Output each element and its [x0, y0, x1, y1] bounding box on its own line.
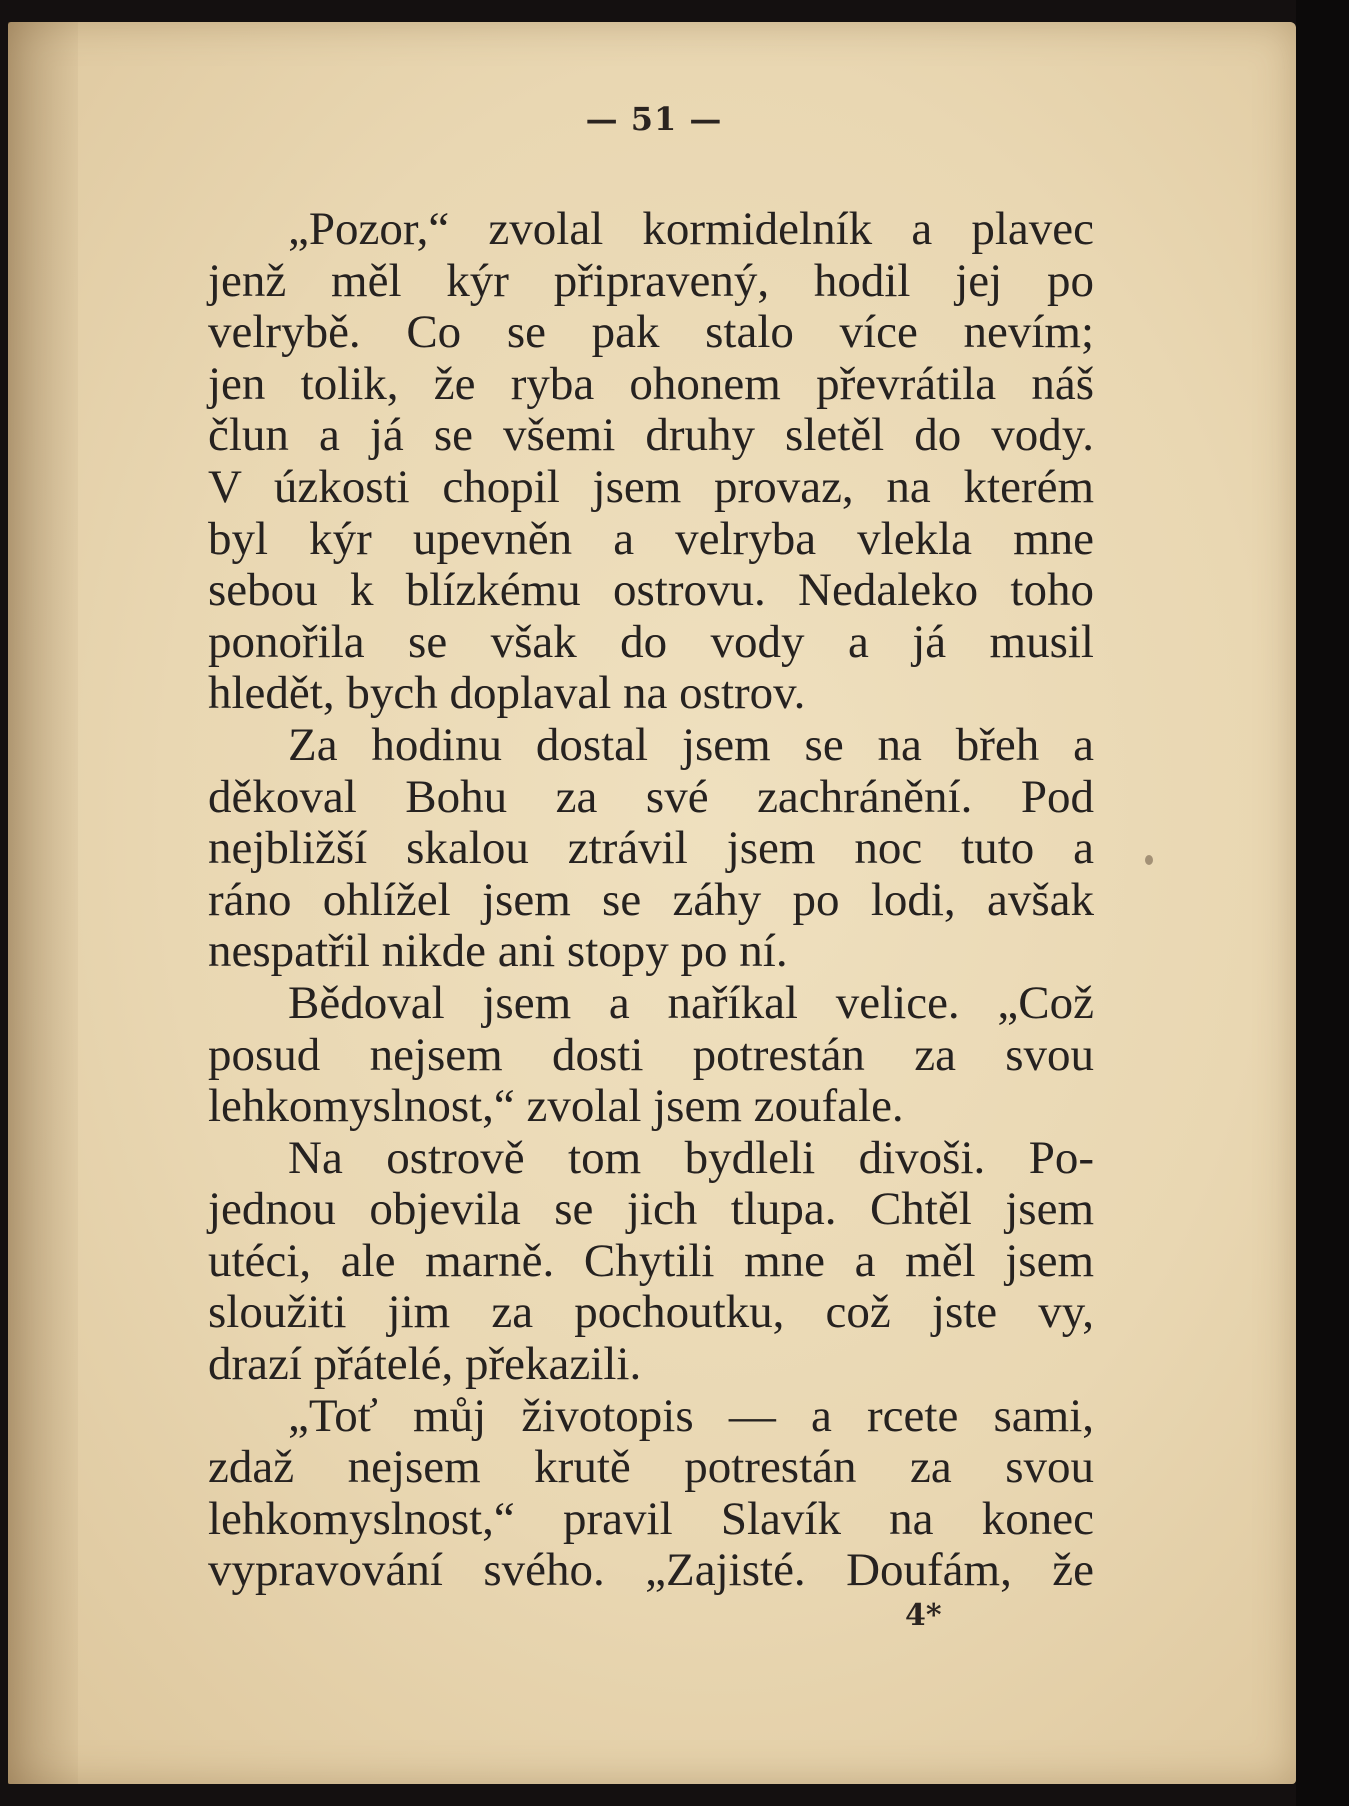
text-line: lehkomyslnost,“ zvolal jsem zoufale.: [208, 1080, 904, 1133]
text-line: „Pozor,“ zvolal kormidelník a plavec: [288, 203, 1094, 255]
gutter-shadow: [8, 22, 78, 1784]
text-line: „Toť můj životopis — a rcete sami,: [288, 1389, 1094, 1442]
text-line: posud nejsem dosti potrestán za svou: [208, 1028, 1094, 1081]
text-line: jen tolik, že ryba ohonem převrátila náš: [208, 357, 1094, 410]
page-edge-shadow: [1296, 0, 1349, 1806]
text-line: děkoval Bohu za své zachránění. Pod: [208, 770, 1094, 823]
text-line: nejbližší skalou ztrávil jsem noc tuto a: [208, 822, 1094, 875]
text-line: V úzkosti chopil jsem provaz, na kterém: [208, 460, 1094, 513]
signature-mark: 4*: [905, 1598, 942, 1633]
text-line: ráno ohlížel jsem se záhy po lodi, avšak: [208, 873, 1094, 926]
paper-speck: [1145, 855, 1153, 865]
text-line: Bědoval jsem a naříkal velice. „Což: [288, 976, 1094, 1029]
text-line: velrybě. Co se pak stalo více nevím;: [208, 306, 1094, 359]
text-line: ponořila se však do vody a já musil: [208, 615, 1094, 668]
text-line: sebou k blízkému ostrovu. Nedaleko toho: [208, 564, 1094, 617]
text-line: Na ostrově tom bydleli divoši. Po-: [288, 1131, 1094, 1184]
text-line: hledět, bych doplaval na ostrov.: [208, 667, 806, 720]
text-line: sloužiti jim za pochoutku, což jste vy,: [208, 1286, 1094, 1339]
text-line: člun a já se všemi druhy sletěl do vody.: [208, 409, 1094, 462]
page-number: — 51 —: [585, 100, 723, 138]
text-line: zdaž nejsem krutě potrestán za svou: [208, 1441, 1094, 1494]
body-text: [208, 204, 1094, 1597]
text-line: byl kýr upevněn a velryba vlekla mne: [208, 512, 1094, 565]
text-line: utéci, ale marně. Chytili mne a měl jsem: [208, 1234, 1094, 1287]
text-line: Za hodinu dostal jsem se na břeh a: [288, 718, 1094, 771]
text-line: drazí přátelé, překazili.: [208, 1338, 642, 1391]
text-line: vypravování svého. „Zajisté. Doufám, že: [208, 1544, 1094, 1597]
text-line: jednou objevila se jich tlupa. Chtěl jsem: [208, 1183, 1094, 1236]
text-line: nespatřil nikde ani stopy po ní.: [208, 925, 788, 978]
text-line: lehkomyslnost,“ pravil Slavík na konec: [208, 1492, 1094, 1545]
text-line: jenž měl kýr připravený, hodil jej po: [208, 254, 1094, 307]
